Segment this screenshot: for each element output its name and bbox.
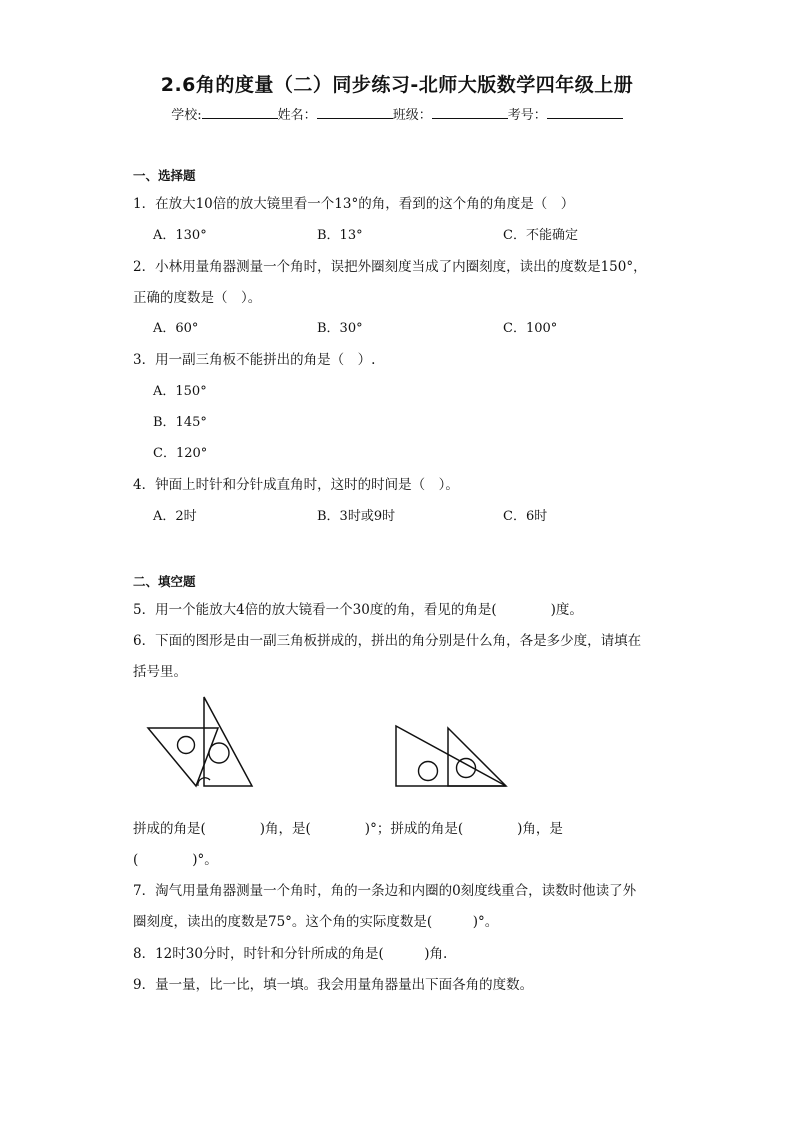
question-2-option-c[interactable]: C．100° (503, 321, 558, 336)
set-square-45 (448, 728, 506, 786)
question-2-option-a[interactable]: A．60° (153, 321, 199, 336)
page-title: 2.6角的度量（二）同步练习-北师大版数学四年级上册 (160, 74, 634, 96)
question-6-answer-line-1: 拼成的角是( )角，是( )°；拼成的角是( )角，是 (133, 821, 563, 837)
question-2-option-b[interactable]: B．30° (317, 321, 363, 336)
question-4-text: 4．钟面上时针和分针成直角时，这时的时间是（ ）。 (133, 477, 459, 493)
question-1-option-b[interactable]: B．13° (317, 228, 363, 243)
set-square-30-60 (204, 697, 252, 786)
question-4-option-b[interactable]: B．3时或9时 (317, 509, 396, 524)
number-label: 考号： (507, 108, 547, 123)
question-3-option-a[interactable]: A．150° (153, 384, 207, 399)
question-1-option-c[interactable]: C．不能确定 (503, 228, 578, 243)
question-3-option-c[interactable]: C．120° (153, 446, 208, 461)
class-blank[interactable] (432, 106, 508, 119)
question-4-option-c[interactable]: C．6时 (503, 509, 548, 524)
question-3-text: 3．用一副三角板不能拼出的角是（ ）. (133, 352, 376, 368)
question-1-option-a[interactable]: A．130° (153, 228, 207, 243)
angle-mark-circle (419, 762, 438, 781)
question-7-line-1: 7．淘气用量角器测量一个角时，角的一条边和内圈的0刻度线重合，读数时他读了外 (133, 883, 637, 899)
question-6-line-1: 6．下面的图形是由一副三角板拼成的，拼出的角分别是什么角，各是多少度，请填在 (133, 633, 642, 649)
question-2-line-1: 2．小林用量角器测量一个角时，误把外圈刻度当成了内圈刻度，读出的度数是150°， (133, 259, 647, 275)
question-3-option-b[interactable]: B．145° (153, 415, 207, 430)
question-1-text: 1．在放大10倍的放大镜里看一个13°的角，看到的这个角的角度是（ ） (133, 196, 575, 212)
question-8-text: 8．12时30分时，时针和分针所成的角是( )角. (133, 946, 448, 962)
question-9-text: 9．量一量，比一比，填一填。我会用量角器量出下面各角的度数。 (133, 977, 534, 993)
question-7-line-2: 圈刻度，读出的度数是75°。这个角的实际度数是( )°。 (133, 914, 499, 930)
question-5-text: 5．用一个能放大4倍的放大镜看一个30度的角，看见的角是( )度。 (133, 602, 583, 618)
name-blank[interactable] (317, 106, 393, 119)
question-6-answer-line-2: ( )°。 (133, 852, 218, 868)
class-label: 班级： (392, 108, 432, 123)
set-square-30-60 (396, 726, 506, 786)
triangle-figure-left (140, 692, 260, 792)
question-6-line-2: 括号里。 (133, 664, 187, 680)
student-info-line (0, 104, 794, 123)
question-4-option-a[interactable]: A．2时 (153, 509, 197, 524)
name-label: 姓名： (277, 108, 317, 123)
triangle-figure-right (390, 720, 515, 792)
number-blank[interactable] (547, 106, 623, 119)
school-blank[interactable] (202, 106, 278, 119)
angle-mark-circle (178, 737, 195, 754)
school-label: 学校: (171, 108, 202, 123)
angle-mark-circle (209, 743, 229, 763)
section-fill-heading: 二、填空题 (133, 574, 196, 589)
section-choice-heading: 一、选择题 (133, 168, 196, 183)
question-2-line-2: 正确的度数是（ ）。 (133, 290, 262, 306)
